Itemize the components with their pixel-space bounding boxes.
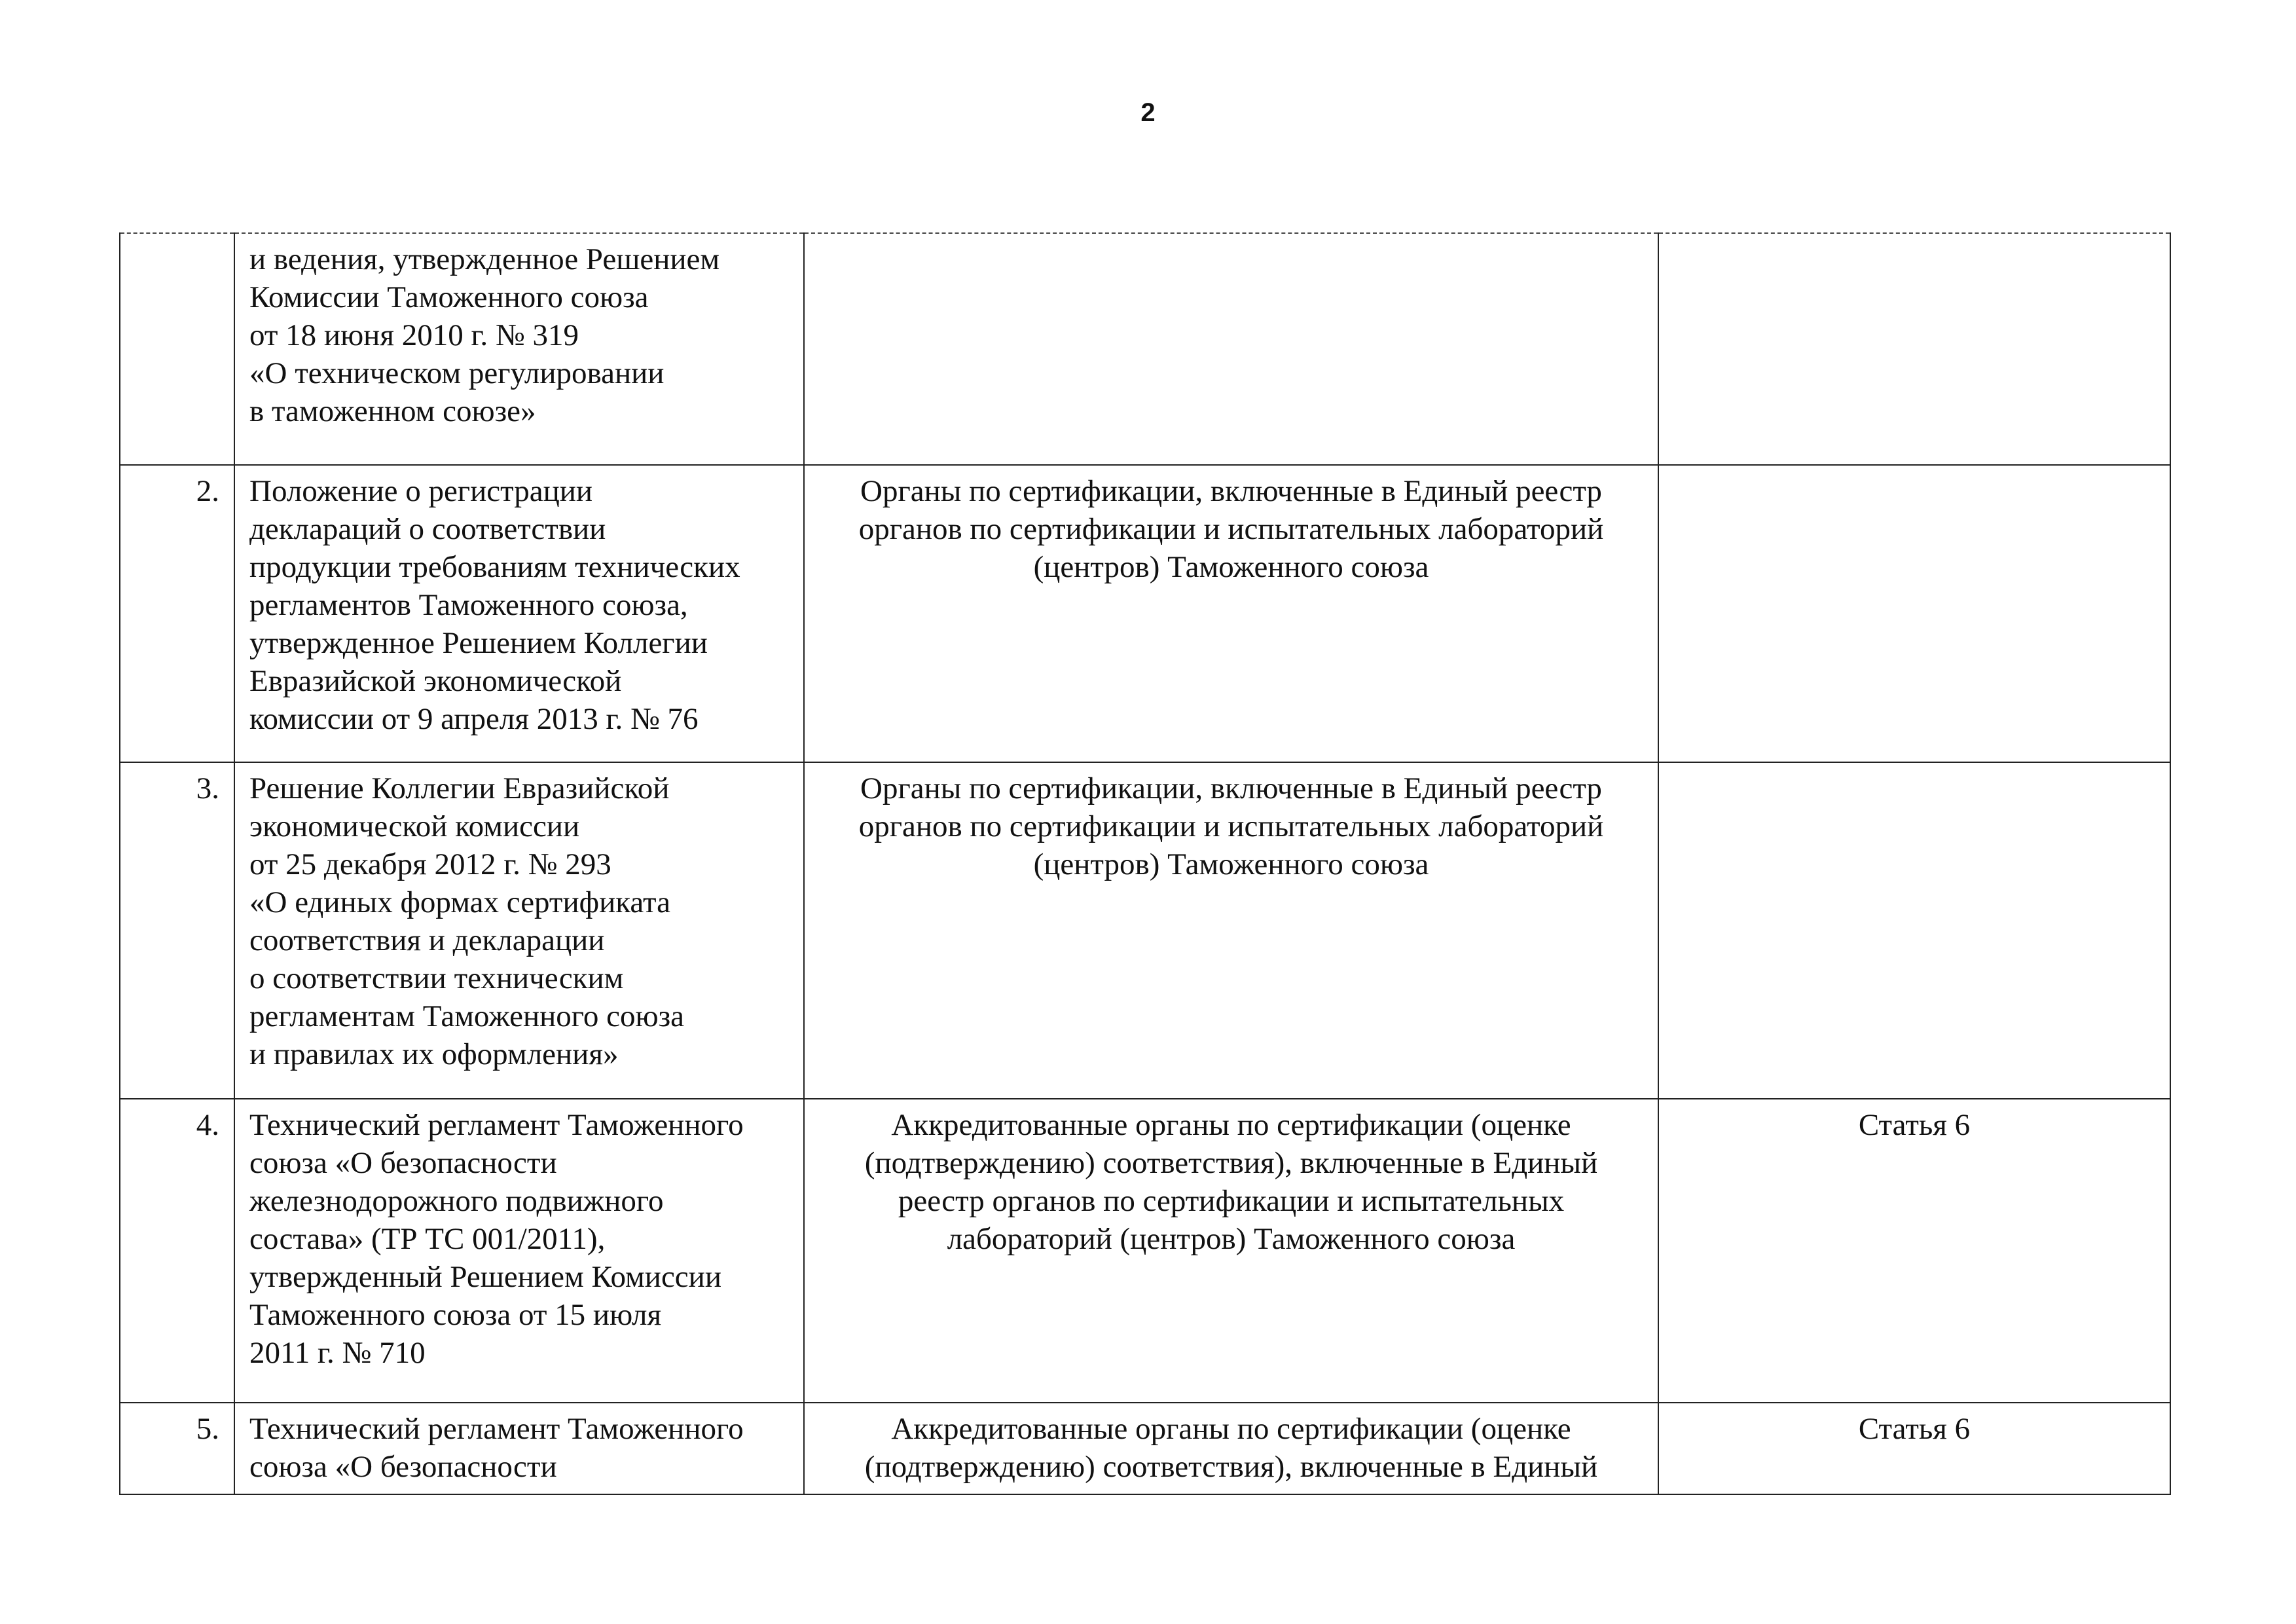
organization-cell: Аккредитованные органы по сертификации (оценке (подтверждению) соответствия), включенные в Единый реестр органов по сертификации и испытательных лабораторий (центров) Таможенного союза: [804, 1099, 1658, 1403]
row-number: 3.: [120, 762, 234, 1099]
row-number: 2.: [120, 465, 234, 762]
table-row: [120, 1099, 2170, 1403]
page-number: 2: [1140, 98, 1156, 127]
organization-cell: Аккредитованные органы по сертификации (оценке (подтверждению) соответствия), включенные в Единый: [804, 1403, 1658, 1494]
row-number: [120, 233, 234, 465]
document-cell: Технический регламент Таможенного союза «О безопасности: [234, 1403, 804, 1494]
table-row: [120, 762, 2170, 1099]
table-row: [120, 1403, 2170, 1494]
table-row: [120, 465, 2170, 762]
article-cell: Статья 6: [1658, 1403, 2170, 1494]
organization-cell: [804, 233, 1658, 465]
article-cell: [1658, 762, 2170, 1099]
document-cell: и ведения, утвержденное Решением Комиссии Таможенного союза от 18 июня 2010 г. № 319 «О техническом регулировании в таможенном союзе»: [234, 233, 804, 465]
document-cell: Решение Коллегии Евразийской экономической комиссии от 25 декабря 2012 г. № 293 «О единых формах сертификата соответствия и декларации о соответствии техническим регламентам Таможенного союза и правилах их оформления»: [234, 762, 804, 1099]
document-cell: Технический регламент Таможенного союза «О безопасности железнодорожного подвижного состава» (ТР ТС 001/2011), утвержденный Решением Комиссии Таможенного союза от 15 июля 2011 г. № 710: [234, 1099, 804, 1403]
row-number: 4.: [120, 1099, 234, 1403]
article-cell: [1658, 465, 2170, 762]
document-table: [119, 232, 2171, 1495]
article-cell: [1658, 233, 2170, 465]
organization-cell: Органы по сертификации, включенные в Единый реестр органов по сертификации и испытательных лабораторий (центров) Таможенного союза: [804, 465, 1658, 762]
organization-cell: Органы по сертификации, включенные в Единый реестр органов по сертификации и испытательных лабораторий (центров) Таможенного союза: [804, 762, 1658, 1099]
document-cell: Положение о регистрации деклараций о соответствии продукции требованиям технических регламентов Таможенного союза, утвержденное Решением Коллегии Евразийской экономической комиссии от 9 апреля 2013 г. № 76: [234, 465, 804, 762]
row-number: 5.: [120, 1403, 234, 1494]
table-row: [120, 233, 2170, 465]
article-cell: Статья 6: [1658, 1099, 2170, 1403]
